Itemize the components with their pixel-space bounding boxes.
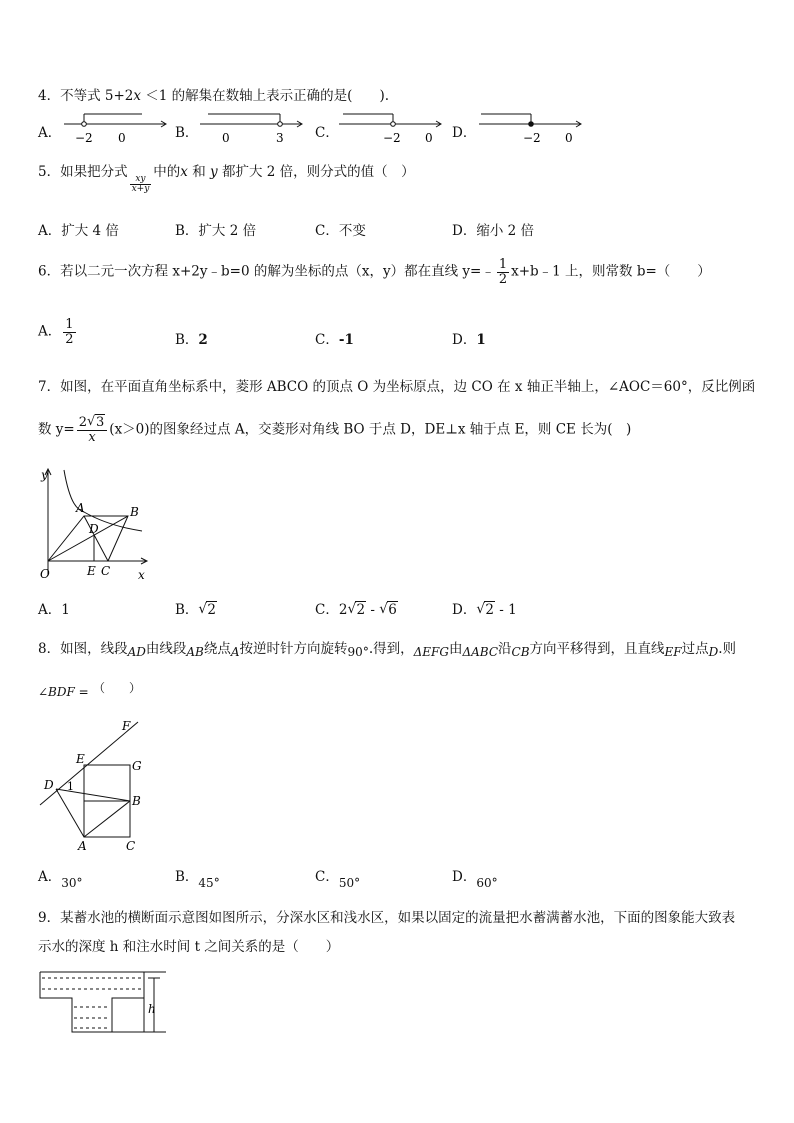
q9-pool-figure	[36, 968, 176, 1040]
svg-text:h: h	[148, 1002, 156, 1016]
q6-option-d[interactable]: D．1	[452, 332, 486, 348]
q5-stem: 5．如果把分式 $\frac{xy}{x+y}$ 中的x 和 y 都扩大 2 倍，则分式的值（ ）	[38, 164, 415, 194]
q5-option-a[interactable]: A．扩大 4 倍	[38, 223, 119, 239]
q8-option-d[interactable]: D．60°	[452, 869, 498, 890]
q6-option-b[interactable]: B．2	[175, 332, 208, 348]
q7-option-c[interactable]: C．2√ 2 - √ 6	[315, 598, 398, 618]
q4-b-tick-2: 3	[276, 131, 284, 145]
q8-option-b[interactable]: B．45°	[175, 869, 220, 890]
q7-option-d[interactable]: D．√ 2 - 1	[452, 598, 517, 618]
q6-option-c[interactable]: C．-1	[315, 332, 354, 348]
q8-stem-line1: 8．如图，线段AD由线段AB绕点A按逆时针方向旋转90°.得到，ΔEFG由ΔABC沿CB方向平移得到，且直线EF过点D.则	[38, 641, 737, 659]
q4-numberline-d	[477, 112, 587, 148]
q4-a-tick-2: 0	[118, 131, 126, 145]
q4-numberline-a	[62, 112, 172, 148]
q4-stem: 4．不等式 5+2x ＜1 的解集在数轴上表示正确的是( ).	[38, 88, 389, 104]
svg-text:B: B	[130, 505, 139, 519]
svg-text:D: D	[89, 522, 99, 536]
q4-option-a[interactable]: A．	[38, 125, 62, 141]
svg-text:y: y	[41, 468, 48, 482]
q6-stem: 6．若以二元一次方程 x+2y﹣b=0 的解为坐标的点（x，y）都在直线 y=﹣ $\frac{1}{2}$ x+b﹣1 上，则常数 b=（ ）	[38, 257, 711, 287]
q9-stem-line1: 9．某蓄水池的横断面示意图如图所示，分深水区和浅水区，如果以固定的流量把水蓄满蓄水池，下面的图象能大致表	[38, 910, 736, 926]
q4-numberline-b	[198, 112, 308, 148]
q9-stem-line2: 示水的深度 h 和注水时间 t 之间关系的是（ ）	[38, 939, 340, 955]
q8-option-a[interactable]: A．30°	[38, 869, 83, 890]
svg-text:F: F	[122, 719, 131, 733]
q5-option-d[interactable]: D．缩小 2 倍	[452, 223, 534, 239]
svg-text:G: G	[132, 759, 142, 773]
q4-option-b[interactable]: B．	[175, 125, 199, 141]
svg-text:D: D	[44, 778, 54, 792]
svg-text:1: 1	[67, 780, 74, 793]
q4-d-tick-2: 0	[565, 131, 573, 145]
q7-stem-line2: 数 y= $\frac{2√ 3}{x}$ (x＞0)的图象经过点 A，交菱形对角线 BO 于点 D，DE⊥x 轴于点 E，则 CE 长为( )	[38, 416, 631, 444]
q7-option-a[interactable]: A．1	[38, 602, 70, 618]
q6-option-a[interactable]: A． $\frac{1}{2}$	[38, 317, 74, 347]
svg-text:A: A	[78, 839, 87, 853]
q4-c-tick-2: 0	[425, 131, 433, 145]
q6-fraction: $\frac{1}{2}$	[498, 257, 508, 287]
q8-option-c[interactable]: C．50°	[315, 869, 361, 890]
q8-stem-line2: ∠BDF = （ ）	[38, 681, 142, 699]
q5-option-c[interactable]: C．不变	[315, 223, 366, 239]
q4-a-tick-1: −2	[75, 131, 93, 145]
svg-text:C: C	[126, 839, 136, 853]
svg-text:x: x	[138, 568, 145, 582]
svg-text:B: B	[132, 794, 141, 808]
q5-option-b[interactable]: B．扩大 2 倍	[175, 223, 257, 239]
svg-text:C: C	[101, 564, 111, 578]
q4-b-tick-1: 0	[222, 131, 230, 145]
q8-figure	[36, 716, 156, 851]
q4-c-tick-1: −2	[383, 131, 401, 145]
q7-option-b[interactable]: B．√ 2	[175, 598, 217, 618]
svg-text:E: E	[76, 752, 85, 766]
svg-text:E: E	[87, 564, 96, 578]
q7-fraction: $\frac{2√ 3}{x}$	[77, 416, 108, 444]
q5-fraction: $\frac{xy}{x+y}$	[131, 173, 150, 194]
q4-option-d[interactable]: D．	[452, 125, 477, 141]
svg-text:O: O	[40, 567, 50, 581]
svg-text:A: A	[76, 501, 85, 515]
q4-numberline-c	[337, 112, 447, 148]
q7-stem-line1: 7．如图，在平面直角坐标系中，菱形 ABCO 的顶点 O 为坐标原点，边 CO 在 x 轴正半轴上，∠AOC＝60°，反比例函	[38, 379, 756, 395]
q7-figure	[36, 465, 156, 590]
q4-d-tick-1: −2	[523, 131, 541, 145]
q4-option-c[interactable]: C．	[315, 125, 339, 141]
